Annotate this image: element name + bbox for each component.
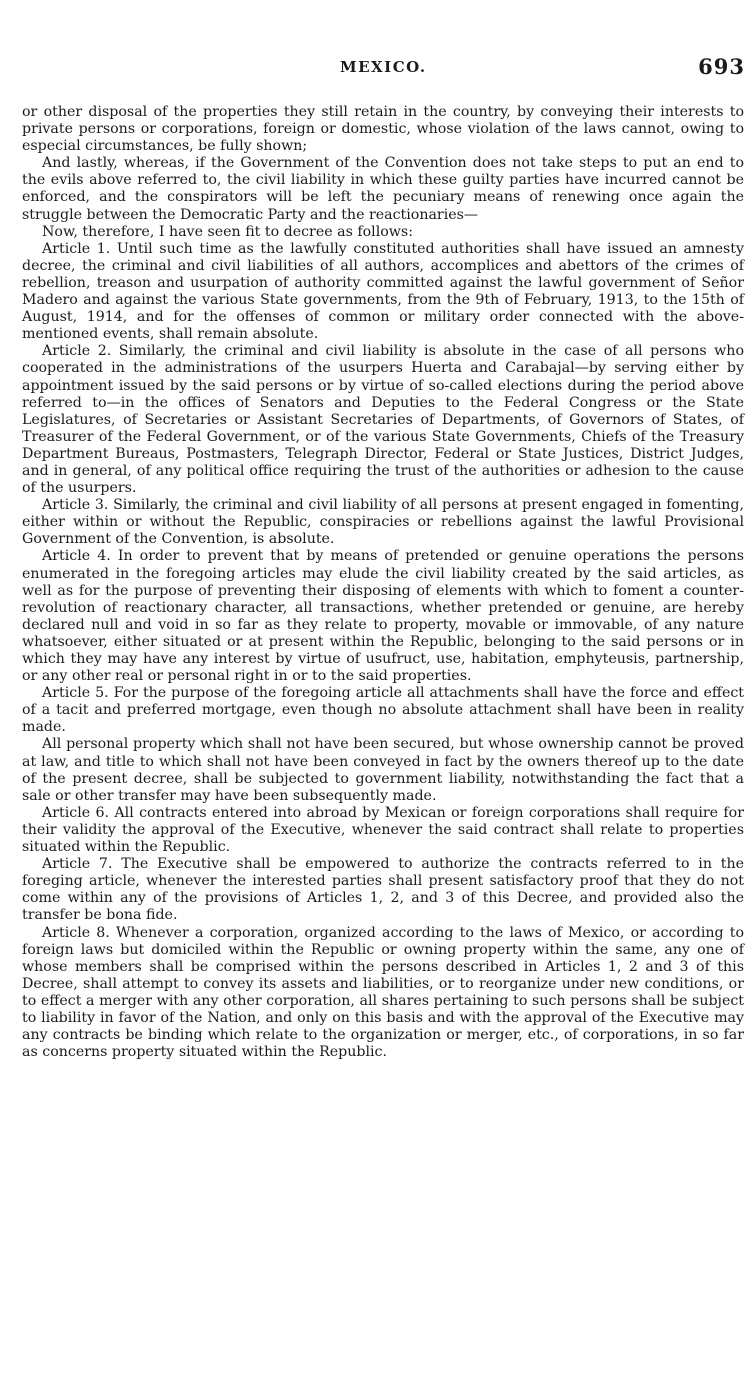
section-title: MEXICO. [340, 58, 427, 76]
paragraph-article-3: Article 3. Similarly, the criminal and civil liability of all persons at present engaged in fomenting, either within or without the Republic, conspiracies or rebellions against the lawful Provisional Government of the Convention, is absolute. [22, 497, 744, 548]
paragraph-article-4: Article 4. In order to prevent that by means of pretended or genuine operations the persons enumerated in the foregoing articles may elude the civil liability created by the said articles, as well as for the purpose of preventing their disposing of elements with which to foment a counter-revolution of reactionary character, all transactions, whether pretended or genuine, are hereby declared null and void in so far as they relate to property, movable or immovable, of any nature whatsoever, either situated or at present within the Republic, belonging to the said persons or in which they may have any interest by virtue of usufruct, use, habitation, emphyteusis, partnership, or any other real or personal right in or to the said properties. [22, 548, 744, 685]
paragraph-article-7: Article 7. The Executive shall be empowered to authorize the contracts referred to in the foreging article, whenever the interested parties shall present satisfactory proof that they do not come within any of the provisions of Articles 1, 2, and 3 of this Decree, and provided also the transfer be bona fide. [22, 856, 744, 924]
page-number: 693 [698, 54, 745, 79]
paragraph-article-8: Article 8. Whenever a corporation, organized according to the laws of Mexico, or according to foreign laws but domiciled within the Republic or owning property within the same, any one of whose members shall be comprised within the persons described in Articles 1, 2 and 3 of this Decree, shall attempt to convey its assets and liabilities, or to reorganize under new conditions, or to effect a merger with any other corporation, all shares pertaining to such persons shall be subject to liability in favor of the Nation, and only on this basis and with the approval of the Executive may any contracts be binding which relate to the organization or merger, etc., of corporations, in so far as concerns property situated within the Republic. [22, 924, 744, 1061]
paragraph-article-5: Article 5. For the purpose of the foregoing article all attachments shall have the force and effect of a tacit and preferred mortgage, even though no absolute attachment shall have been in reality made. [22, 685, 744, 736]
paragraph-article-1: Article 1. Until such time as the lawfully constituted authorities shall have issued an amnesty decree, the criminal and civil liabilities of all authors, accomplices and abettors of the crimes of rebellion, treason and usurpation of authority committed against the lawful government of Señor Madero and against the various State governments, from the 9th of February, 1913, to the 15th of August, 1914, and for the offenses of common or military order connected with the above-mentioned events, shall remain absolute. [22, 240, 744, 343]
running-head [0, 56, 751, 82]
paragraph-article-6: Article 6. All contracts entered into abroad by Mexican or foreign corporations shall require for their validity the approval of the Executive, whenever the said contract shall relate to properties situated within the Republic. [22, 804, 744, 856]
paragraph-decree-preamble: Now, therefore, I have seen fit to decree as follows: [42, 223, 413, 240]
paragraph-article-2: Article 2. Similarly, the criminal and civil liability is absolute in the case of all persons who cooperated in the administrations of the usurpers Huerta and Carabajal—by serving either by appointment issued by the said persons or by virtue of so-called elections during the period above referred to—in the offices of Senators and Deputies to the Federal Congress or the State Legislatures, of Secretaries or Assistant Secretaries of Departments, of Governors of States, of Treasurer of the Federal Government, or of the various State Governments, Chiefs of the Treasury Department Bureaus, Postmasters, Telegraph Director, Federal or State Justices, District Judges, and in general, of any political office requiring the trust of the authorities or adhesion to the cause of the usurpers. [22, 343, 744, 497]
paragraph-personal-property: All personal property which shall not have been secured, but whose ownership cannot be proved at law, and title to which shall not have been conveyed in fact by the owners thereof up to the date of the present decree, shall be subjected to government liability, notwithstanding the fact that a sale or other transfer may have been subsequently made. [22, 736, 744, 804]
body-text [22, 104, 744, 1061]
paragraph-whereas-lastly: And lastly, whereas, if the Government of the Convention does not take steps to put an end to the evils above referred to, the civil liability in which these guilty parties have incurred cannot be enforced, and the conspirators will be left the pecuniary means of renewing once again the struggle between the Democratic Party and the reactionaries— [22, 155, 744, 223]
paragraph-continued-from-previous-page: or other disposal of the properties they still retain in the country, by conveying their interests to private persons or corporations, foreign or domestic, whose violation of the laws cannot, owing to especial circumstances, be fully shown; [22, 104, 744, 155]
